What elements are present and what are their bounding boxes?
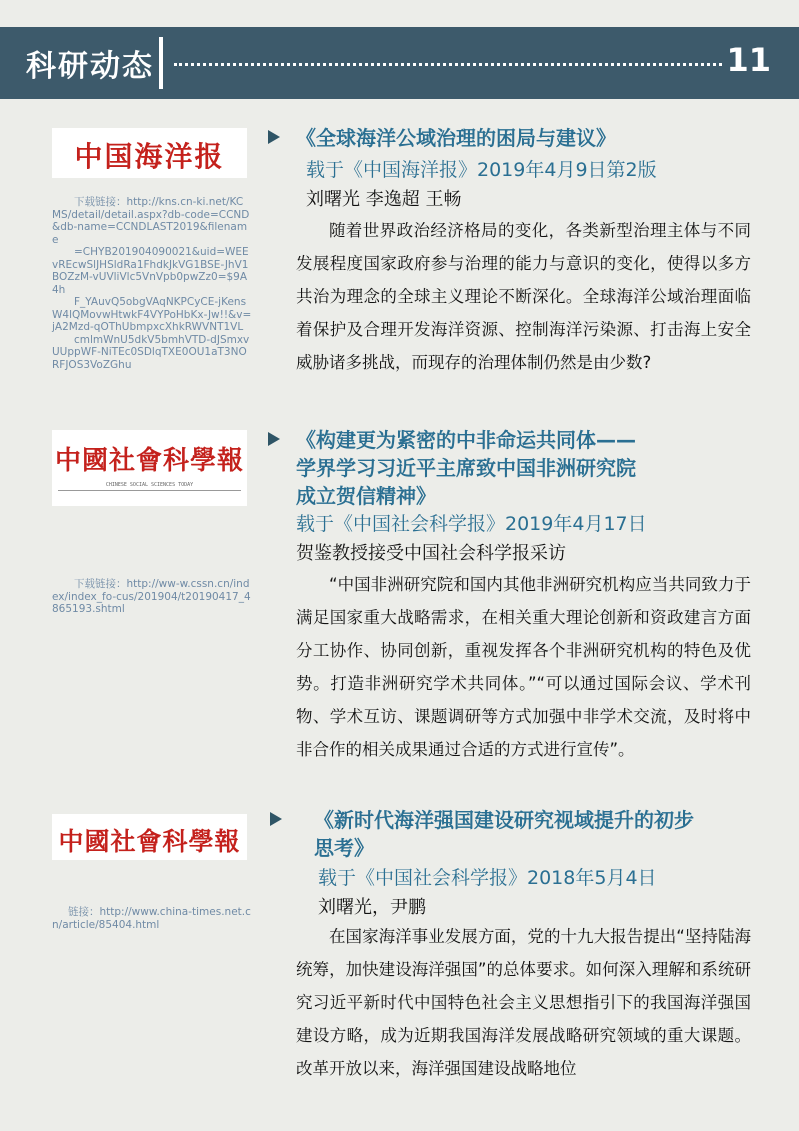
link-line: F_YAuvQ5obgVAqNKPCyCE-jKensW4lQMovwHtwkF4VYPoHbKx-Jw!!&v=jA2Mzd-qOThUbmpxcXhkRWVNT1VL <box>52 296 252 333</box>
article-title-line: 学界学习习近平主席致中国非洲研究院 <box>296 456 636 480</box>
newspaper-logo-chinese-social-sciences-today <box>52 430 247 506</box>
article-abstract: 随着世界政治经济格局的变化，各类新型治理主体与不同发展程度国家政府参与治理的能力与意识的变化，使得以多方共治为理念的全球主义理论不断深化。全球海洋公域治理面临着保护及合理开发海洋资源、控制海洋污染源、打击海上安全威胁诸多挑战，而现存的治理体制仍然是由少数? <box>296 221 751 372</box>
download-link[interactable] <box>52 196 252 371</box>
bullet-arrow-icon <box>268 130 280 144</box>
link-line: http://kns.cn-ki.net/KCMS/detail/detail.aspx?db-code=CCND&db-name=CCNDLAST2019&filename <box>52 196 250 246</box>
header-dotted-line <box>174 63 722 66</box>
link-label: 下载链接： <box>74 196 127 208</box>
header-divider <box>159 37 163 89</box>
section-header <box>0 27 799 99</box>
link-line: http://www.china-times.net.cn/article/85404.html <box>52 906 251 931</box>
bullet-arrow-icon <box>268 432 280 446</box>
newspaper-logo-chinese-social-sciences-today <box>52 814 247 860</box>
article-source: 载于《中国社会科学报》2018年5月4日 <box>318 867 657 889</box>
article-title-line: 成立贺信精神》 <box>296 484 436 508</box>
article-abstract: 在国家海洋事业发展方面，党的十九大报告提出“坚持陆海统筹，加快建设海洋强国”的总体要求。如何深入理解和系统研究习近平新时代中国特色社会主义思想指引下的我国海洋强国建设方略，成为近期我国海洋发展战略研究领域的重大课题。改革开放以来，海洋强国建设战略地位 <box>296 927 751 1078</box>
section-title: 科研动态 <box>26 49 154 84</box>
article-authors: 刘曙光 李逸超 王畅 <box>306 189 462 210</box>
download-link[interactable] <box>52 578 252 616</box>
article-title-line: 《新时代海洋强国建设研究视域提升的初步 <box>314 808 694 832</box>
article-title-line: 《构建更为紧密的中非命运共同体—— <box>296 428 636 452</box>
article-title-line: 思考》 <box>314 836 374 860</box>
article-link[interactable] <box>52 906 252 931</box>
link-line: http://ww-w.cssn.cn/index/index_fo-cus/201904/t20190417_4865193.shtml <box>52 578 251 615</box>
link-line: cmlmWnU5dkV5bmhVTD-dJSmxvUUppWF-NiTEc0SDlqTXE0OU1aT3NORFJOS3VoZGhu <box>52 333 250 371</box>
article-authors: 贺鉴教授接受中国社会科学报采访 <box>296 543 566 564</box>
page-number: 11 <box>726 41 771 79</box>
article-authors: 刘曙光，尹鹏 <box>318 897 426 918</box>
logo-rule <box>58 490 241 491</box>
bullet-arrow-icon <box>270 812 282 826</box>
article-title: 《全球海洋公域治理的困局与建议》 <box>296 126 616 150</box>
logo-text: 中國社會科學報 <box>54 446 244 476</box>
article-source: 载于《中国社会科学报》2019年4月17日 <box>296 513 647 535</box>
logo-text: 中国海洋报 <box>74 140 225 173</box>
link-line: =CHYB201904090021&uid=WEEvREcwSlJHSldRa1FhdkJkVG1BSE-JhV1BOZzM-vUVliVlc5VnVpb0pwZz0=$9A4h <box>52 246 249 296</box>
article-abstract: “中国非洲研究院和国内其他非洲研究机构应当共同致力于满足国家重大战略需求，在相关重大理论创新和资政建言方面分工协作、协同创新，重视发挥各个非洲研究机构的特色及优势。打造非洲研究学术共同体。”“可以通过国际会议、学术刊物、学术互访、课题调研等方式加强中非学术交流，及时将中非合作的相关成果通过合适的方式进行宣传”。 <box>296 575 751 759</box>
article-source: 载于《中国海洋报》2019年4月9日第2版 <box>306 159 657 181</box>
link-label: 下载链接： <box>74 578 127 590</box>
logo-subtitle: CHINESE SOCIAL SCIENCES TODAY <box>105 482 194 488</box>
logo-text: 中國社會科學報 <box>58 827 241 856</box>
newspaper-logo-china-ocean-news <box>52 128 247 178</box>
link-label: 链接： <box>68 906 100 918</box>
